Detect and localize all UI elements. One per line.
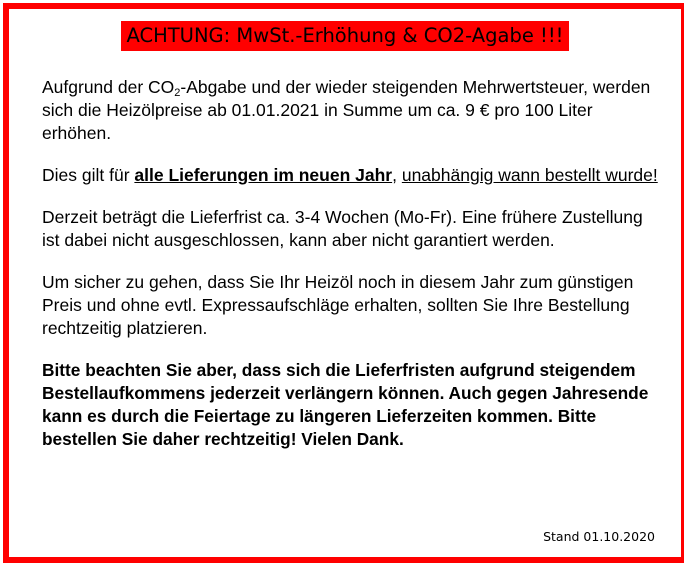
paragraph-delivery-time: Derzeit beträgt die Lieferfrist ca. 3-4 Wochen (Mo-Fr). Eine frühere Zustellung ist dabei nicht ausgeschlossen, kann aber nicht garantiert werden. (42, 207, 643, 250)
paragraph-order-early: Um sicher zu gehen, dass Sie Ihr Heizöl noch in diesem Jahr zum günstigen Preis und ohne evtl. Expressaufschläge erhalten, sollten Sie Ihre Bestellung rechtzeitig platzieren. (42, 272, 634, 338)
notice-body (42, 76, 662, 470)
paragraph-price-increase (42, 76, 662, 145)
p2-emphasis: alle Lieferungen im neuen Jahr (134, 165, 393, 185)
paragraph-bold-notice: Bitte beachten Sie aber, dass sich die Lieferfristen aufgrund steigendem Bestellaufkommens jederzeit verlängern können. Auch gegen Jahresende kann es durch die Feiertage zu längeren Lieferzeiten kommen. Bitte bestellen Sie daher rechtzeitig! Vielen Dank. (42, 360, 649, 449)
paragraph-applies-to (42, 164, 662, 187)
notice-title: ACHTUNG: MwSt.-Erhöhung & CO2-Agabe !!! (121, 21, 570, 51)
notice-frame (3, 3, 684, 563)
title-row (9, 21, 681, 51)
p2-underlined: unabhängig wann bestellt wurde! (401, 165, 658, 185)
stand-date: Stand 01.10.2020 (543, 529, 655, 544)
p2-text-pre: Dies gilt für (42, 165, 135, 185)
p2-comma: , (392, 165, 402, 185)
p1-subscript: 2 (174, 87, 181, 99)
p1-text-pre: Aufgrund der CO (42, 77, 175, 97)
p1-text-post: -Abgabe und der wieder steigenden Mehrwertsteuer, werden sich die Heizölpreise ab 01.01.2021 in Summe um ca. 9 € pro 100 Liter erhöhen. (42, 77, 651, 143)
